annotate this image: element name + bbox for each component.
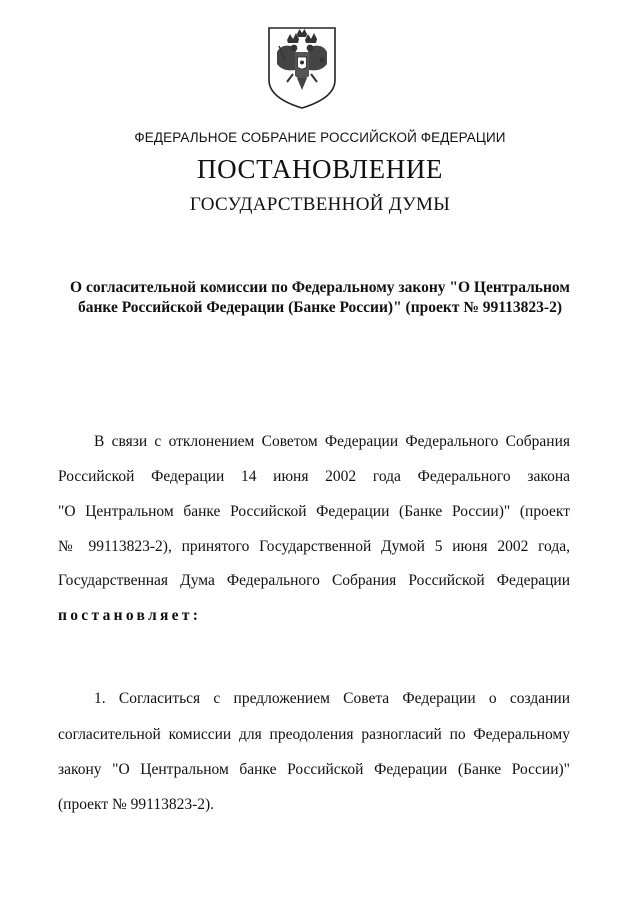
coat-of-arms-icon — [265, 24, 339, 110]
preamble-line: Государственная Дума Федерального Собрания Российской Федерации — [58, 572, 570, 589]
parliament-name: ФЕДЕРАЛЬНОЕ СОБРАНИЕ РОССИЙСКОЙ ФЕДЕРАЦИИ — [134, 130, 506, 145]
decree-word: постановляет: — [58, 607, 202, 624]
preamble-line: В связи с отклонением Советом Федерации Федерального Собрания — [94, 433, 570, 450]
subject-line: банке Российской Федерации (Банке России)" (проект № 99113823-2) — [77, 299, 562, 316]
coat-of-arms-emblem — [265, 24, 339, 110]
issuing-body: ГОСУДАРСТВЕННОЙ ДУМЫ — [189, 194, 451, 215]
document-type-title: ПОСТАНОВЛЕНИЕ — [196, 154, 444, 184]
clause-line: согласительной комиссии для преодоления разногласий по Федеральному — [58, 726, 570, 743]
clause-line: закону "О Центральном банке Российской Федерации (Банке России)" — [58, 761, 570, 778]
preamble-line: "О Центральном банке Российской Федерации (Банке России)" (проект — [58, 503, 570, 520]
preamble-line: № 99113823-2), принятого Государственной Думой 5 июня 2002 года, — [58, 538, 570, 555]
clause-line: 1. Согласиться с предложением Совета Федерации о создании — [94, 690, 570, 707]
subject-line: О согласительной комиссии по Федеральному закону "О Центральном — [70, 279, 570, 296]
document-subject — [40, 278, 600, 318]
clause-line: (проект № 99113823-2). — [58, 796, 215, 813]
preamble-line: Российской Федерации 14 июня 2002 года Федерального закона — [58, 468, 570, 485]
